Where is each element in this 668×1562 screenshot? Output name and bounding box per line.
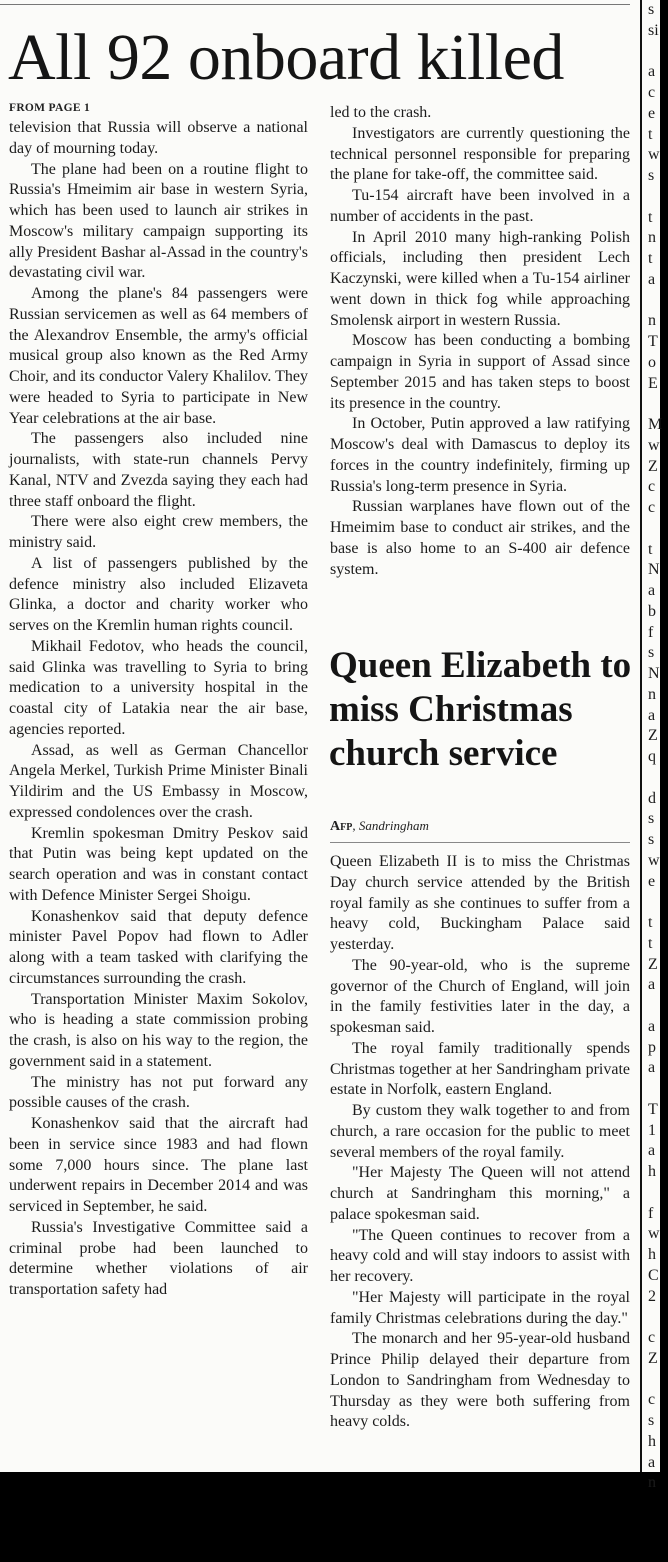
cutoff-fragment: a [648, 706, 656, 724]
cutoff-fragment: s [648, 644, 655, 662]
cutoff-fragment: o [648, 353, 656, 371]
cutoff-fragment [648, 892, 668, 913]
cutoff-fragment: w [648, 1225, 660, 1243]
paragraph: Assad, as well as German Chancellor Angela Merkel, Turkish Prime Minister Binali Yildirim and the US Embassy in Moscow, expressed condolences over the crash. [9, 741, 308, 821]
cutoff-fragment: c [648, 1329, 656, 1346]
cutoff-fragment: t [648, 934, 653, 952]
cutoff-fragment: s [648, 167, 655, 184]
cutoff-fragment: a [648, 1453, 656, 1471]
cutoff-fragment: Z [648, 457, 658, 475]
cutoff-fragment: h [648, 1432, 656, 1450]
cutoff-fragment: c [648, 84, 656, 101]
cutoff-fragment: h [648, 1246, 656, 1263]
cutoff-fragment: a [648, 270, 656, 288]
cutoff-fragment: a [648, 976, 656, 994]
cutoff-fragment: a [648, 1059, 656, 1077]
paragraph: Moscow has been conducting a bombing campaign in Syria in support of Assad since September 2015 and has taken steps to boost its presence in the country. [330, 332, 630, 412]
cutoff-fragment: Z [648, 955, 658, 973]
paragraph: Among the plane's 84 passengers were Russian servicemen as well as 64 members of the Alexandrov Ensemble, the army's official musical group also known as the Red Army Choir, and its conductor Valery Khalilov. They were headed to Syria to participate in New Year celebrations at the air base. [9, 285, 309, 427]
paragraph: Tu-154 aircraft have been involved in a number of accidents in the past. [330, 187, 630, 225]
cutoff-fragment: T [648, 1100, 658, 1118]
paragraph: The royal family traditionally spends Christmas together at her Sandringham private estate in Norfolk, eastern England. [330, 1039, 630, 1099]
cutoff-fragment: t [648, 914, 653, 931]
paragraph: Kremlin spokesman Dmitry Peskov said that Putin was being kept updated on the search operation and was in constant contact with Defence Minister Sergei Shoigu. [9, 824, 308, 904]
cutoff-fragment: n [648, 685, 656, 703]
paragraph: The 90-year-old, who is the supreme governor of the Church of England, will join in the family festivities later in the day, a spokesman said. [330, 956, 630, 1036]
paragraph: Transportation Minister Maxim Sokolov, who is heading a state commission probing the crash, is also on his way to the region, the government said in a statement. [9, 990, 308, 1070]
paragraph: The ministry has not put forward any possible causes of the crash. [9, 1073, 308, 1112]
paragraph: The monarch and her 95-year-old husband Prince Philip delayed their departure from London to Sandringham from Wednesday to Thursday as they were both suffering from heavy colds. [330, 1330, 630, 1431]
cutoff-fragment: s [648, 1412, 655, 1429]
paragraph: television that Russia will observe a national day of mourning today. [9, 119, 308, 157]
paragraph: Investigators are currently questioning the technical personnel responsible for preparing the plane for take-off, the committee said. [330, 124, 630, 184]
cutoff-fragment: c [648, 478, 656, 496]
cutoff-fragment: w [648, 851, 660, 869]
cutoff-fragment: M [648, 416, 663, 433]
cutoff-fragment [648, 187, 668, 208]
cutoff-fragment [648, 1079, 668, 1100]
cutoff-fragment: a [648, 582, 656, 599]
cutoff-fragment: q [648, 748, 656, 765]
cutoff-fragment: a [648, 1017, 656, 1035]
cutoff-fragment: t [648, 540, 653, 558]
cutoff-fragment: t [648, 208, 653, 226]
cutoff-fragment: d [648, 789, 656, 807]
second-headline: Queen Elizabeth to miss Christmas church service [329, 645, 632, 774]
cutoff-fragment: Z [648, 1349, 658, 1367]
cutoff-fragment: 2 [648, 1287, 656, 1305]
cutoff-fragment [648, 519, 668, 540]
cutoff-fragment [648, 1307, 668, 1328]
cutoff-fragment: n [648, 229, 656, 247]
second-story-body [330, 852, 630, 1433]
paragraph: The plane had been on a routine flight to Russia's Hmeimim air base in western Syria, which has been used to launch air strikes in Moscow's military campaign supporting its ally President Bashar al-Assad in the country's devastating civil war. [9, 160, 308, 282]
cutoff-fragment: b [648, 602, 656, 620]
cutoff-fragment: f [648, 1204, 654, 1222]
cutoff-fragment: T [648, 333, 658, 350]
cutoff-fragment: a [648, 1142, 656, 1160]
paragraph: Mikhail Fedotov, who heads the council, said Glinka was travelling to Syria to bring medication to a university hospital in the coastal city of Latakia near the air base, agencies reported. [9, 637, 308, 738]
main-story-column-1 [9, 118, 308, 1301]
paragraph: "The Queen continues to recover from a heavy cold and will stay indoors to assist with her recovery. [330, 1226, 630, 1285]
cutoff-fragment: w [648, 436, 660, 454]
cutoff-fragment: n [648, 1474, 656, 1492]
paragraph: "Her Majesty will participate in the royal family Christmas celebrations during the day." [330, 1288, 630, 1327]
cutoff-fragment [648, 291, 668, 312]
cutoff-fragment: si [648, 21, 659, 39]
cutoff-fragment: s [648, 810, 655, 828]
jump-label: FROM PAGE 1 [9, 102, 91, 114]
top-rule [0, 4, 630, 5]
byline-agency: Afp [330, 819, 353, 834]
paragraph: Russia's Investigative Committee said a criminal probe had been launched to determine whether violations of air transportation safety had [9, 1218, 308, 1298]
paragraph: Konashenkov said that deputy defence minister Pavel Popov had flown to Adler along with a team tasked with clarifying the circumstances surrounding the crash. [9, 907, 308, 987]
paragraph: led to the crash. [330, 104, 432, 121]
paragraph: There were also eight crew members, the ministry said. [9, 513, 308, 551]
byline-dateline: Sandringham [358, 818, 429, 833]
paragraph: Queen Elizabeth II is to miss the Christmas Day church service attended by the British royal family as she continues to suffer from a heavy cold, Buckingham Palace said yesterday. [330, 853, 630, 953]
cutoff-fragment: t [648, 250, 653, 267]
cutoff-fragment: c [648, 1391, 656, 1409]
cutoff-fragment [648, 394, 668, 415]
paragraph: Russian warplanes have flown out of the Hmeimim base to conduct air strikes, and the base is also home to an S-400 air defence system. [330, 498, 630, 578]
cutoff-fragment: N [648, 561, 660, 579]
cutoff-fragment: t [648, 125, 653, 143]
byline [330, 818, 429, 835]
cutoff-fragment: Z [648, 727, 658, 745]
paragraph: In October, Putin approved a law ratifying Moscow's deal with Damascus to deploy its forces in the country indefinitely, firming up Russia's long-term presence in Syria. [330, 415, 630, 495]
cutoff-fragment: e [648, 104, 656, 122]
cutoff-column [648, 0, 668, 1492]
byline-separator: , [352, 818, 356, 833]
cutoff-fragment: h [648, 1163, 656, 1180]
cutoff-fragment: s [648, 831, 655, 848]
cutoff-fragment [648, 996, 668, 1017]
byline-rule [330, 842, 630, 843]
cutoff-fragment: w [648, 146, 660, 164]
paragraph: By custom they walk together to and from church, a rare occasion for the public to meet several members of the royal family. [330, 1102, 630, 1161]
cutoff-fragment [648, 1183, 668, 1204]
paragraph: The passengers also included nine journalists, with state-run channels Pervy Kanal, NTV and Zvezda saying they each had three staff onboard the flight. [9, 430, 308, 510]
paragraph: A list of passengers published by the defence ministry also included Elizaveta Glinka, a doctor and charity worker who serves on the Kremlin human rights council. [9, 554, 308, 634]
main-story-column-2 [330, 103, 630, 580]
cutoff-fragment: E [648, 374, 658, 392]
paragraph: In April 2010 many high-ranking Polish officials, including then president Lech Kaczynski, were killed when a Tu-154 airliner went down in thick fog while approaching Smolensk airport in western Russia. [330, 228, 630, 329]
cutoff-fragment [648, 42, 668, 63]
cutoff-fragment: N [648, 665, 660, 682]
cutoff-fragment [648, 768, 668, 789]
cutoff-fragment: f [648, 623, 654, 641]
cutoff-fragment: p [648, 1038, 656, 1056]
cutoff-fragment: 1 [648, 1121, 656, 1139]
paragraph: Konashenkov said that the aircraft had been in service since 1983 and had flown some 7,000 hours since. The plane last underwent repairs in December 2014 and was serviced in September, he said. [9, 1115, 308, 1215]
cutoff-fragment [648, 1370, 668, 1391]
cutoff-fragment: C [648, 1266, 659, 1284]
cutoff-fragment: e [648, 872, 656, 890]
cutoff-fragment: n [648, 312, 656, 330]
column-divider [640, 0, 642, 1472]
main-headline: All 92 onboard killed [8, 21, 564, 94]
cutoff-fragment: a [648, 63, 656, 81]
paragraph: "Her Majesty The Queen will not attend church at Sandringham this morning," a palace spokesman said. [330, 1164, 630, 1223]
cutoff-fragment: s [648, 1, 655, 18]
cutoff-fragment: c [648, 499, 656, 516]
